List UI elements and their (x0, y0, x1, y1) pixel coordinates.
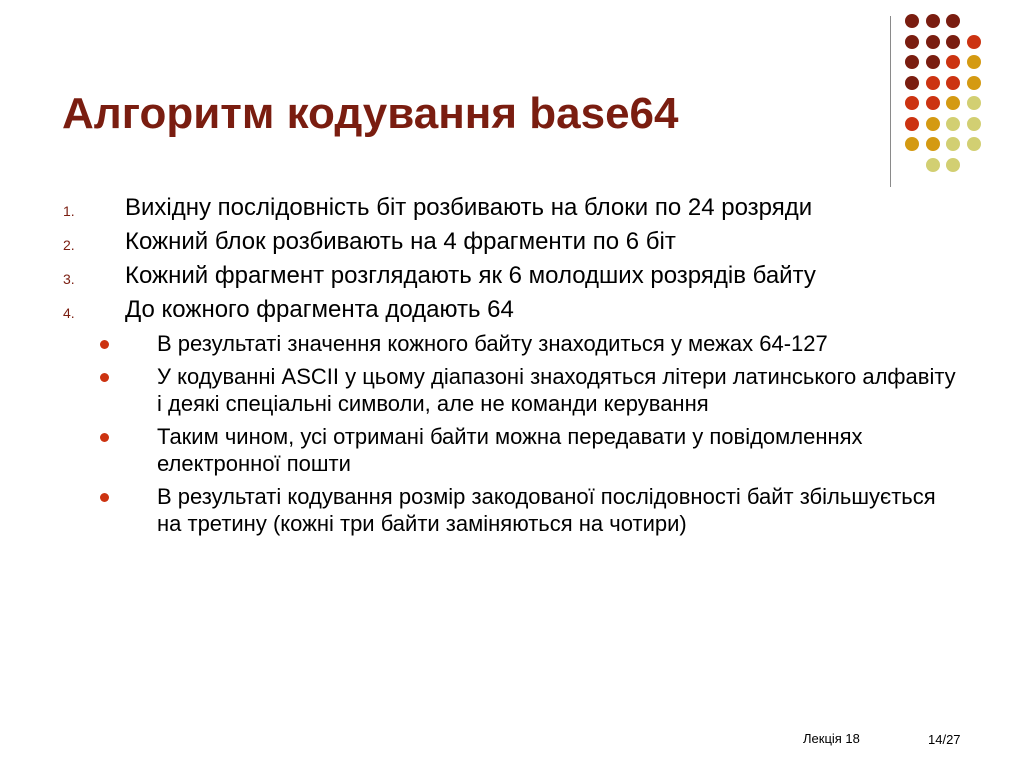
numbered-item (0, 262, 1024, 290)
decorative-dot (926, 35, 940, 49)
numbered-marker: 4. (63, 305, 75, 321)
bullet-item (0, 483, 1024, 537)
decorative-dot (967, 76, 981, 90)
numbered-item-text: Кожний фрагмент розглядають як 6 молодших розрядів байту (125, 262, 816, 289)
decorative-dot (946, 35, 960, 49)
bullet-item-text: У кодуванні ASCII у цьому діапазоні знаходяться літери латинського алфавіту і деякі спеціальні символи, але не команди керування (157, 364, 956, 416)
decorative-dot (967, 137, 981, 151)
bullet-dot-icon (100, 373, 109, 382)
decorative-dot (905, 14, 919, 28)
decorative-dot (905, 96, 919, 110)
footer-lecture-label: Лекція 18 (803, 731, 860, 746)
numbered-marker: 1. (63, 203, 75, 219)
footer-page-number: 14/27 (928, 732, 961, 747)
slide-body-list (0, 194, 1024, 543)
decorative-dot (967, 35, 981, 49)
decorative-dot (946, 14, 960, 28)
bullet-dot-icon (100, 493, 109, 502)
bullet-item-text: В результаті кодування розмір закодованої послідовності байт збільшується на третину (кожні три байти заміняються на чотири) (157, 484, 936, 536)
decorative-dot (967, 117, 981, 131)
decorative-dot (905, 55, 919, 69)
numbered-item (0, 296, 1024, 324)
numbered-item (0, 194, 1024, 222)
numbered-item-text: Кожний блок розбивають на 4 фрагменти по 6 біт (125, 228, 676, 255)
bullet-dot-icon (100, 340, 109, 349)
decorative-dot (946, 117, 960, 131)
decorative-dot (926, 96, 940, 110)
decorative-dot (926, 117, 940, 131)
bullet-item (0, 330, 1024, 357)
decorative-dot (926, 158, 940, 172)
decorative-dot (905, 76, 919, 90)
numbered-item-text: До кожного фрагмента додають 64 (125, 296, 514, 323)
bullet-item (0, 423, 1024, 477)
decorative-dot (905, 137, 919, 151)
decorative-dot (946, 137, 960, 151)
decorative-dot (926, 14, 940, 28)
decorative-dot (967, 96, 981, 110)
slide-title: Алгоритм кодування base64 (62, 89, 679, 138)
title-divider-line (890, 16, 891, 187)
decorative-dot (926, 55, 940, 69)
bullet-item-text: Таким чином, усі отримані байти можна передавати у повідомленнях електронної пошти (157, 424, 863, 476)
numbered-item-text: Вихідну послідовність біт розбивають на блоки по 24 розряди (125, 194, 813, 221)
bullet-item-text: В результаті значення кожного байту знаходиться у межах 64-127 (157, 331, 828, 356)
decorative-dot (946, 96, 960, 110)
decorative-dot (926, 137, 940, 151)
decorative-dot (946, 55, 960, 69)
decorative-dot (946, 158, 960, 172)
decorative-dot (926, 76, 940, 90)
decorative-dot (905, 117, 919, 131)
numbered-marker: 2. (63, 237, 75, 253)
bullet-dot-icon (100, 433, 109, 442)
numbered-item (0, 228, 1024, 256)
decorative-dot (905, 35, 919, 49)
numbered-marker: 3. (63, 271, 75, 287)
decorative-dot (967, 55, 981, 69)
bullet-item (0, 363, 1024, 417)
decorative-dot (946, 76, 960, 90)
